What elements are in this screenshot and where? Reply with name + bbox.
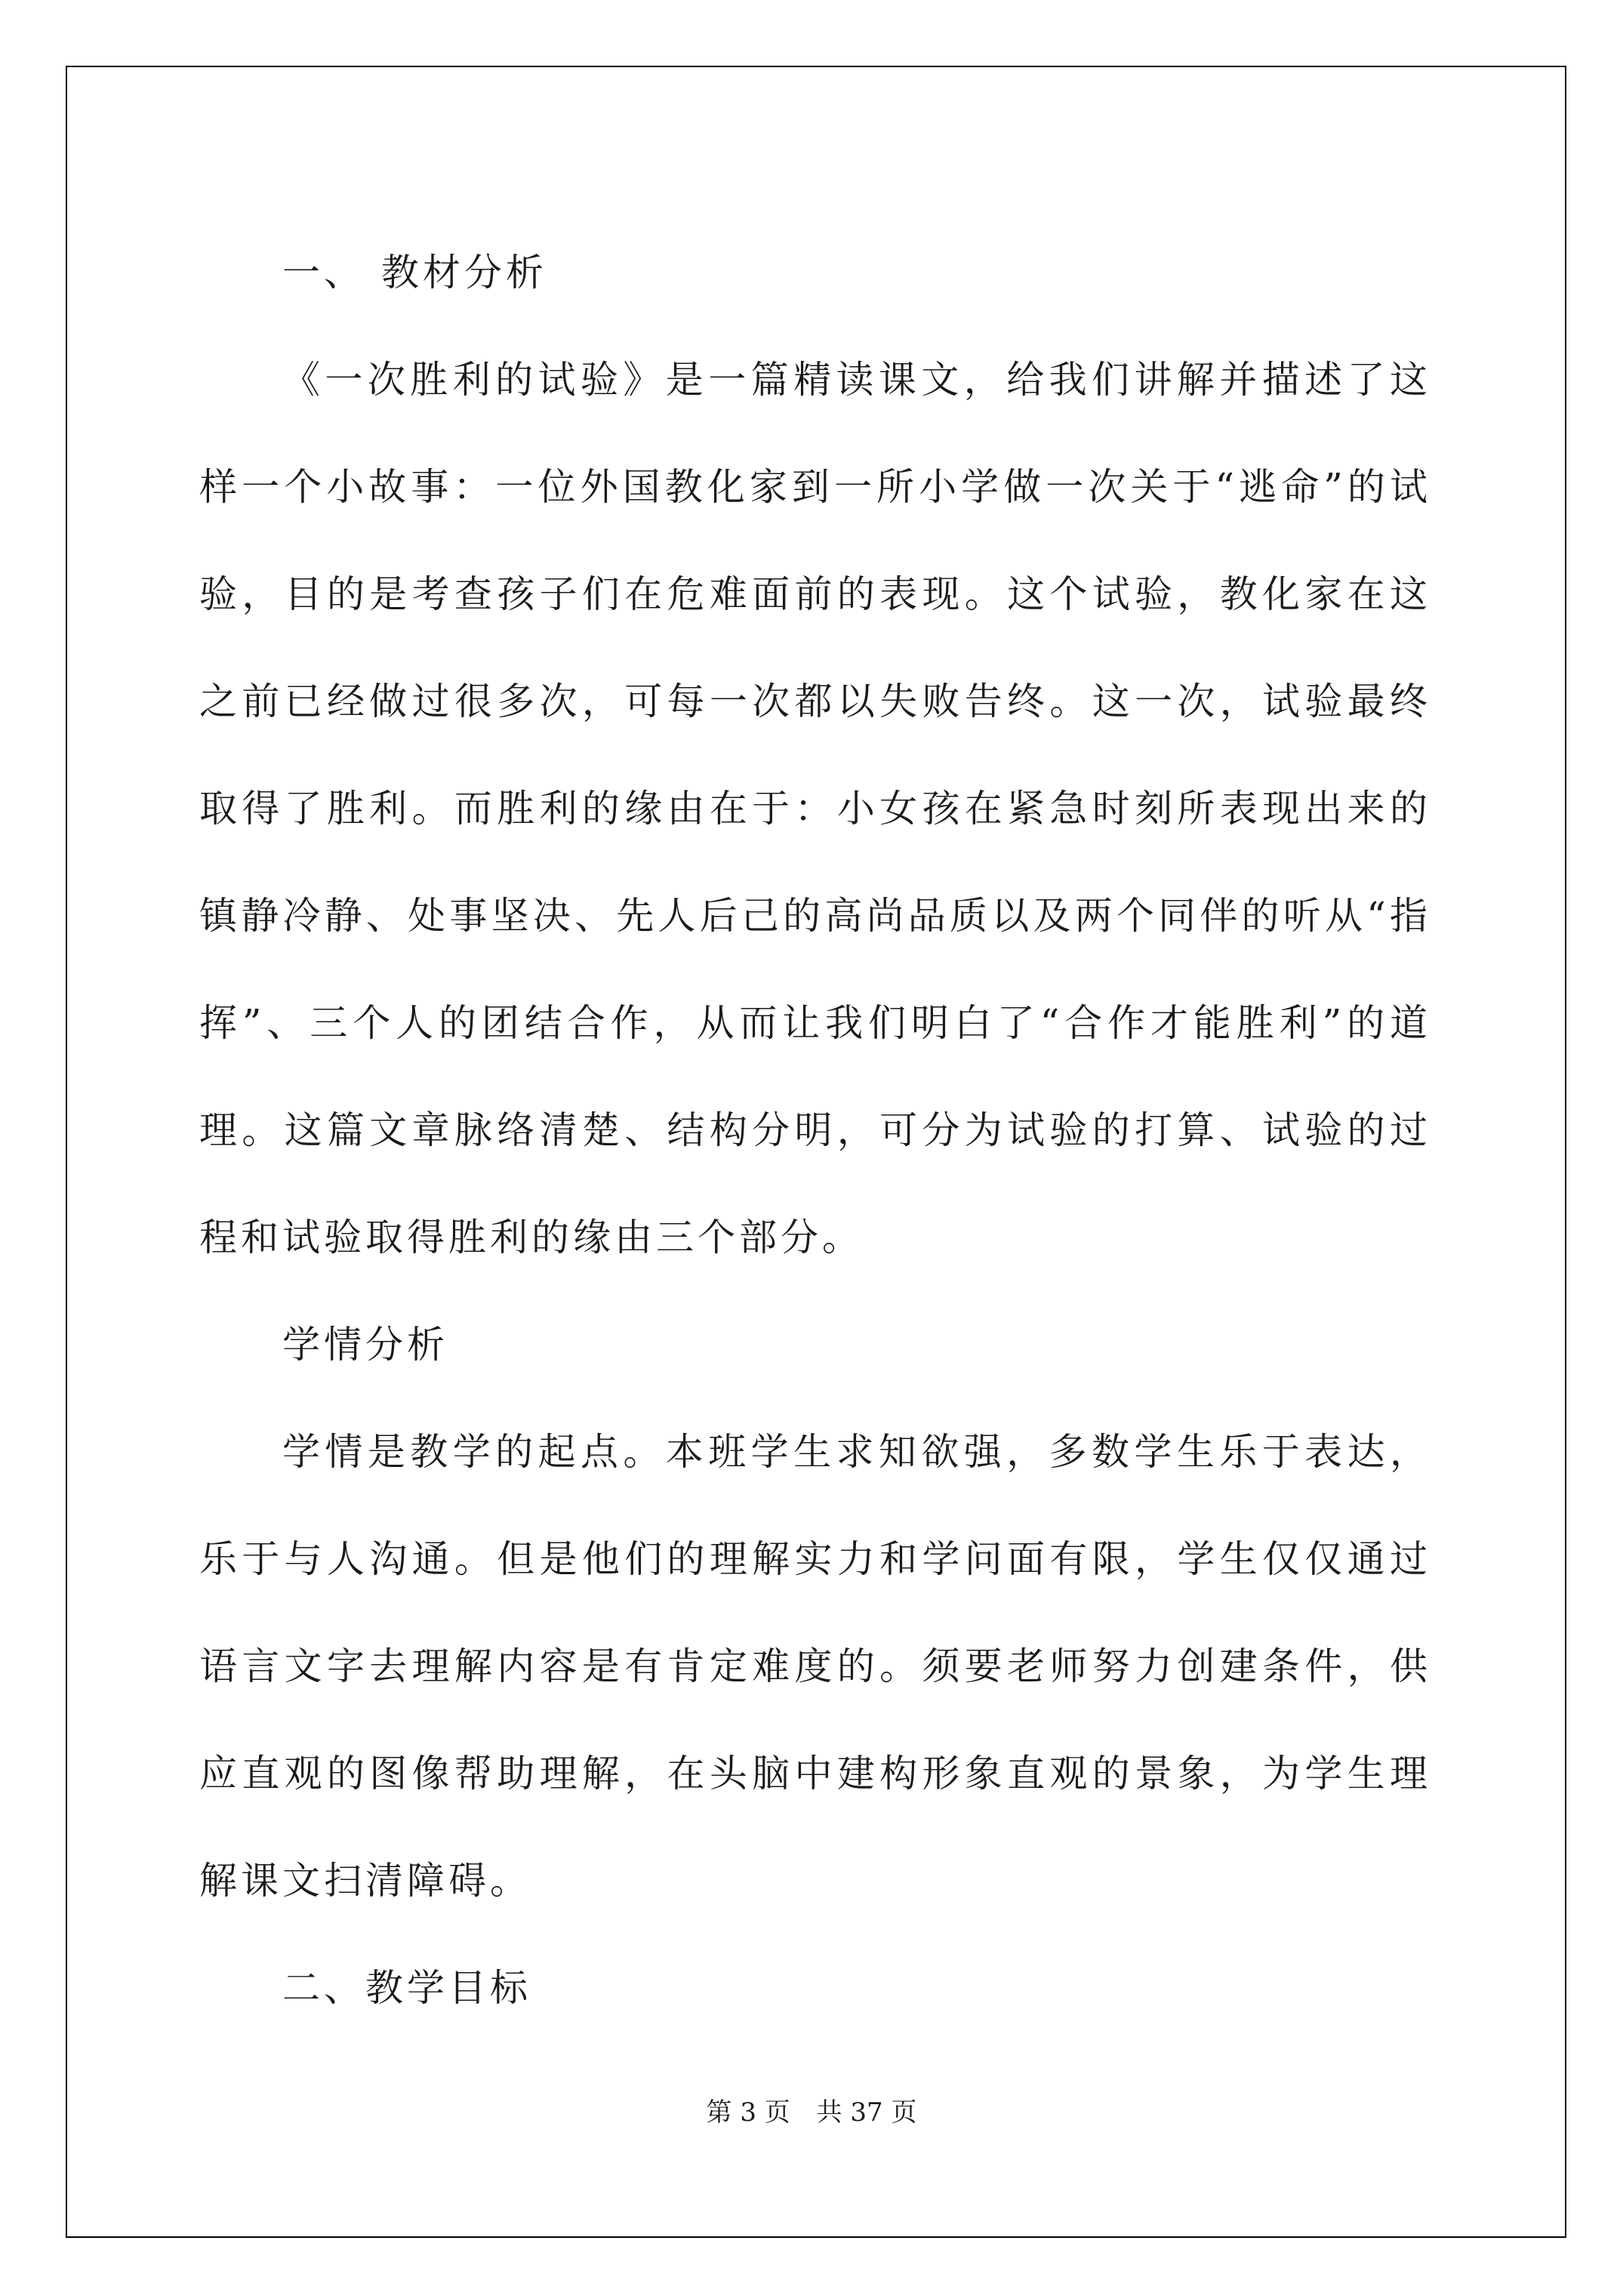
textbook-analysis-paragraph: 《一次胜利的试验》是一篇精读课文，给我们讲解并描述了这样一个小故事：一位外国教化家到一所小学做一次关于“逃命”的试验，目的是考查孩子们在危难面前的表现。这个试验，教化家在这之前已经做过很多次，可每一次都以失败告终。这一次，试验最终取得了胜利。而胜利的缘由在于：小女孩在紧急时刻所表现出来的镇静冷静、处事坚决、先人后己的高尚品质以及两个同伴的听从“指挥”、三个人的团结合作，从而让我们明白了“合作才能胜利”的道理。这篇文章脉络清楚、结构分明，可分为试验的打算、试验的过程和试验取得胜利的缘由三个部分。 <box>199 358 1431 1259</box>
section-heading-teaching-goals: 二、教学目标 <box>282 1966 531 2010</box>
page-total: 共 37 页 <box>816 2097 917 2128</box>
student-analysis-paragraph: 学情是教学的起点。本班学生求知欲强，多数学生乐于表达，乐于与人沟通。但是他们的理解实力和学问面有限，学生仅仅通过语言文字去理解内容是有肯定难度的。须要老师努力创建条件，供应直观的图像帮助理解，在头脑中建构形象直观的景象，为学生理解课文扫清障碍。 <box>199 1430 1431 1903</box>
section-heading-student-analysis: 学情分析 <box>282 1323 448 1367</box>
page-number: 第 3 页 <box>706 2097 790 2128</box>
document-body <box>199 219 1431 2042</box>
page-footer <box>0 2091 1623 2128</box>
section-heading-textbook-analysis: 一、 教材分析 <box>282 251 547 294</box>
